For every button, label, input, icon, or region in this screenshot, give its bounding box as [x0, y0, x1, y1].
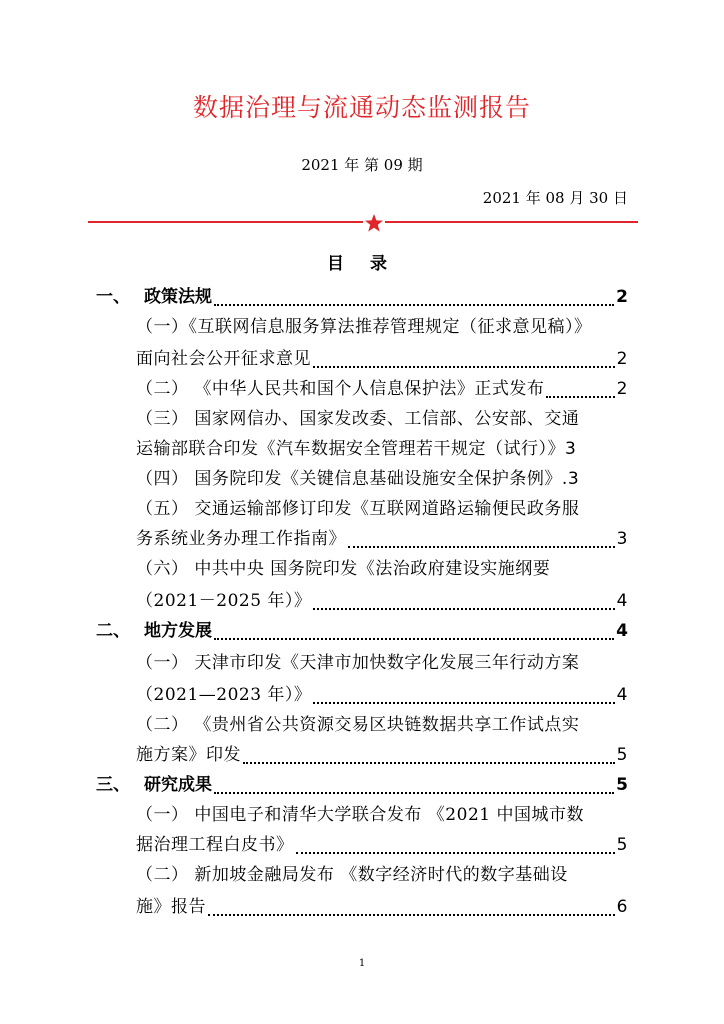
toc-entry[interactable] [136, 798, 628, 832]
toc-entry-text: 据治理工程白皮书》 [136, 835, 294, 855]
toc-page-number: 3 [565, 439, 577, 459]
toc-entry[interactable] [136, 462, 628, 496]
toc-entry[interactable] [136, 584, 628, 618]
toc-leader [214, 792, 614, 794]
toc-section-number: 三、 [96, 775, 130, 795]
toc-entry[interactable] [136, 858, 628, 892]
toc-leader [313, 366, 615, 368]
toc-entry[interactable] [136, 432, 628, 466]
toc-leader [208, 914, 615, 916]
toc-page-number: 2 [616, 287, 628, 307]
toc-leader [313, 608, 614, 610]
toc-section-number: 一、 [96, 287, 130, 307]
toc-entry[interactable] [136, 522, 628, 556]
toc-leader [243, 762, 615, 764]
toc-section-number: 二、 [96, 621, 130, 641]
toc-leader [546, 396, 614, 398]
toc-entry-text: 施方案》印发 [136, 745, 241, 765]
toc-entry[interactable] [136, 342, 628, 376]
toc-page-number: 4 [616, 621, 628, 641]
toc-entry-text: 务系统业务办理工作指南》 [136, 529, 346, 549]
toc-entry[interactable] [136, 310, 628, 344]
toc-entry[interactable] [136, 646, 628, 680]
toc-page-number: 6 [616, 897, 628, 917]
toc-entry-text: （一）《互联网信息服务算法推荐管理规定（征求意见稿）》 [136, 317, 592, 337]
toc-page-number: 2 [616, 349, 628, 369]
page-number: 1 [358, 958, 366, 969]
toc-entry-text: （一） 中国电子和清华大学联合发布 《2021 中国城市数 [136, 805, 584, 825]
toc-entry[interactable] [136, 890, 628, 924]
toc-entry-text: （二） 新加坡金融局发布 《数字经济时代的数字基础设 [136, 865, 568, 885]
report-title: 数据治理与流通动态监测报告 [192, 93, 531, 122]
issue-date: 2021 年 08 月 30 日 [482, 189, 628, 207]
toc-entry-text: （五） 交通运输部修订印发《互联网道路运输便民政务服 [136, 499, 580, 519]
toc-entry-text: （六） 中共中央 国务院印发《法治政府建设实施纲要 [136, 559, 551, 579]
toc-page-number: 5 [616, 745, 628, 765]
toc-page-number: 3 [616, 529, 628, 549]
toc-section-policy[interactable] [96, 280, 628, 314]
toc-entry-text: 地方发展 [144, 621, 212, 641]
toc-leader [296, 852, 615, 854]
toc-leader [348, 546, 615, 548]
toc-page-number: 3 [567, 469, 580, 489]
toc-page-number: 4 [616, 685, 628, 705]
toc-title: 目 录 [327, 254, 397, 274]
toc-entry-text: 政策法规 [144, 287, 212, 307]
toc-entry-text: （2021－2025 年）》 [136, 591, 312, 611]
toc-entry[interactable] [136, 738, 628, 772]
toc-page-number: 4 [616, 591, 628, 611]
toc-entry[interactable] [136, 708, 628, 742]
toc-entry-text: 研究成果 [144, 775, 212, 795]
toc-entry-text: 施》报告 [136, 897, 206, 917]
toc-entry-text: （三） 国家网信办、国家发改委、工信部、公安部、交通 [136, 409, 580, 429]
toc-entry-text: （四） 国务院印发《关键信息基础设施安全保护条例》. [136, 469, 568, 489]
toc-section-local[interactable] [96, 614, 628, 648]
star-icon [363, 213, 385, 233]
toc-entry-text: （2021—2023 年）》 [136, 685, 312, 705]
toc-entry[interactable] [136, 678, 628, 712]
toc-entry-text: （二） 《贵州省公共资源交易区块链数据共享工作试点实 [136, 715, 580, 735]
toc-entry-text: （一） 天津市印发《天津市加快数字化发展三年行动方案 [136, 653, 580, 673]
toc-entry[interactable] [136, 552, 628, 586]
toc-page-number: 5 [616, 775, 628, 795]
toc-entry-text: 面向社会公开征求意见 [136, 349, 311, 369]
toc-entry[interactable] [136, 372, 628, 406]
toc-section-research[interactable] [96, 768, 628, 802]
toc-entry[interactable] [136, 402, 628, 436]
toc-page-number: 5 [616, 835, 628, 855]
toc-page-number: 2 [616, 379, 628, 399]
toc-leader [214, 638, 614, 640]
toc-entry[interactable] [136, 828, 628, 862]
issue-number: 2021 年 第 09 期 [301, 156, 423, 174]
toc-leader [214, 304, 614, 306]
toc-entry[interactable] [136, 492, 628, 526]
toc-leader [313, 702, 614, 704]
toc-entry-text: （二） 《中华人民共和国个人信息保护法》正式发布 [136, 379, 545, 399]
toc-entry-text: 运输部联合印发《汽车数据安全管理若干规定（试行）》 [136, 439, 565, 459]
